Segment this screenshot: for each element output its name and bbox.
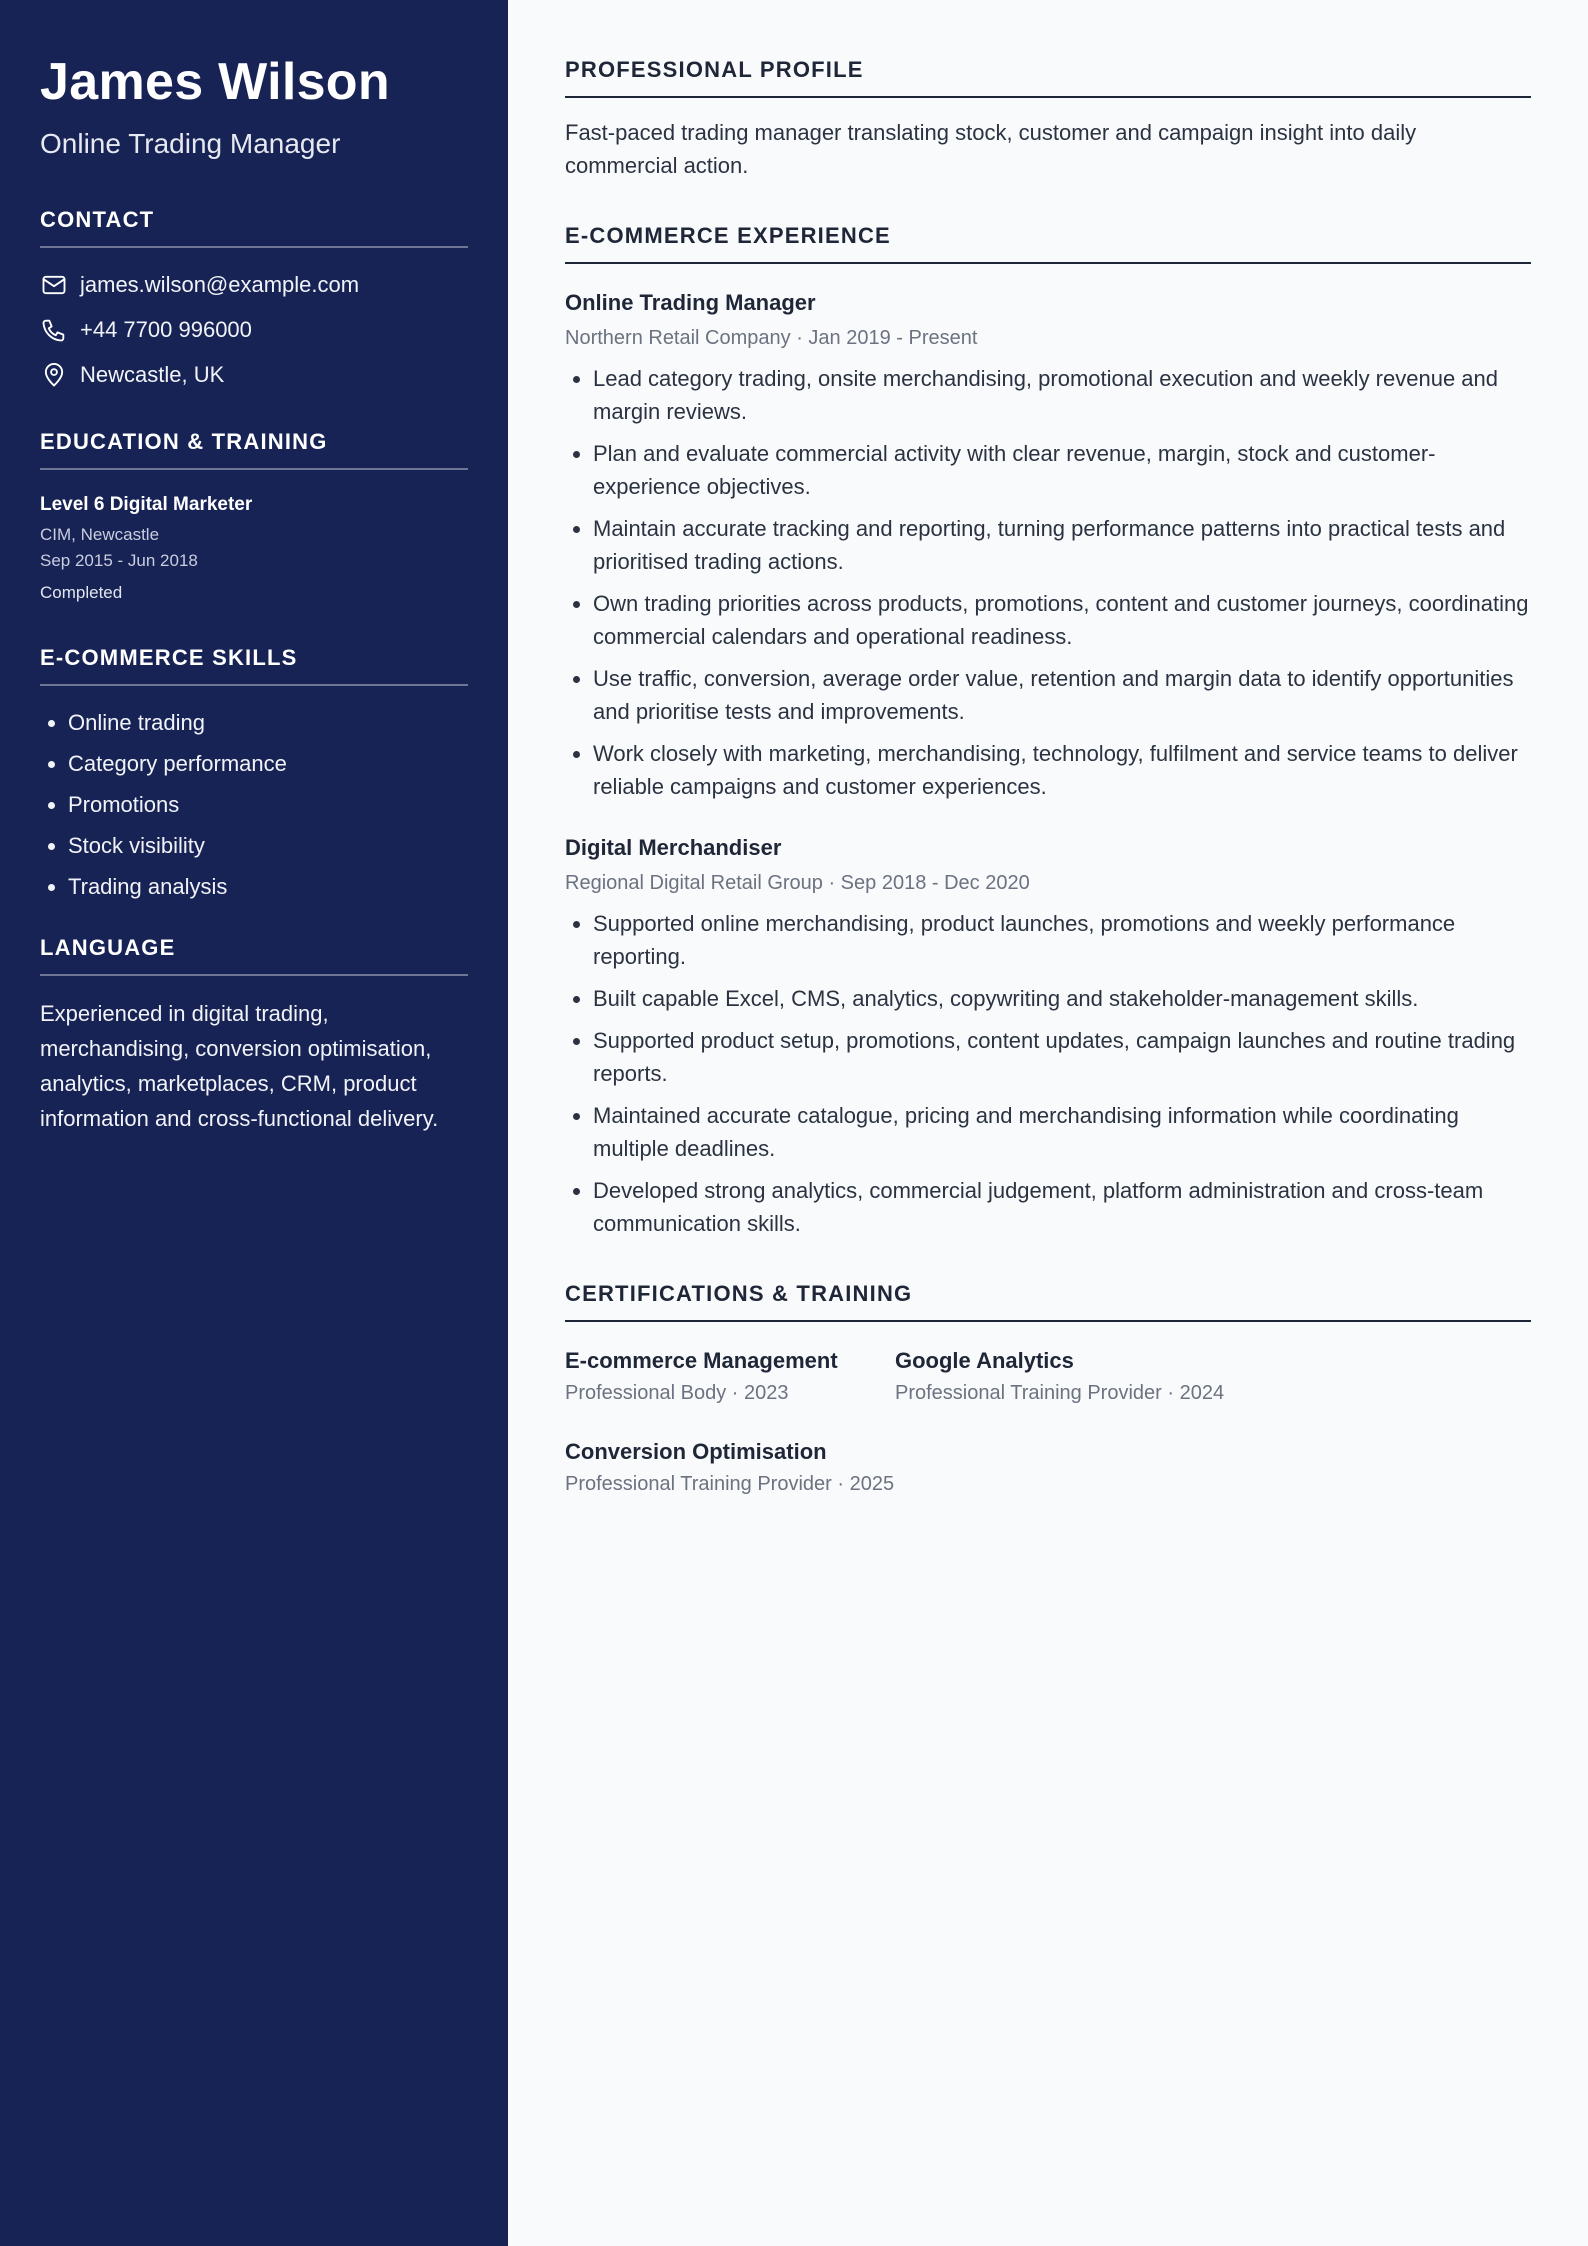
phone-text[interactable]: +44 7700 996000 xyxy=(80,317,252,342)
education-institution: CIM, Newcastle xyxy=(40,525,160,544)
contact-email xyxy=(40,270,468,300)
contact-location xyxy=(40,360,468,390)
job-bullet: • Own trading priorities across products, promotions, content and customer journeys, coordinating commercial calendars and operational readiness. xyxy=(593,587,1531,653)
language-section xyxy=(40,934,468,1136)
education-section xyxy=(40,428,468,606)
language-text: Experienced in digital trading, merchandising, conversion optimisation, analytics, marketplaces, CRM, product information and cross-functional delivery. xyxy=(40,1001,439,1131)
phone-icon xyxy=(40,316,68,344)
job-bullet: • Use traffic, conversion, average order value, retention and margin data to identify opportunities and prioritise tests and improvements. xyxy=(593,662,1531,728)
mail-icon xyxy=(40,271,68,299)
certifications-grid xyxy=(565,1346,1531,1498)
job-bullet: • Supported product setup, promotions, content updates, campaign launches and routine trading reports. xyxy=(593,1024,1531,1090)
job-bullet: • Lead category trading, onsite merchandising, promotional execution and weekly revenue and margin reviews. xyxy=(593,362,1531,428)
job-bullet: • Plan and evaluate commercial activity with clear revenue, margin, stock and customer-experience objectives. xyxy=(593,437,1531,503)
person-name: James Wilson xyxy=(40,53,390,111)
job-bullets xyxy=(565,362,1531,803)
certification-meta: Professional Training Provider · 2024 xyxy=(895,1382,1225,1404)
job-entry xyxy=(565,833,1531,1240)
skill-item: • Stock visibility xyxy=(68,831,468,861)
certification-name: Google Analytics xyxy=(895,1348,1074,1373)
certification-meta: Professional Training Provider · 2025 xyxy=(565,1473,895,1495)
job-title: Digital Merchandiser xyxy=(565,835,782,860)
skills-heading: E-COMMERCE SKILLS xyxy=(40,644,468,686)
contact-heading: CONTACT xyxy=(40,206,468,248)
contact-section xyxy=(40,206,468,390)
certification-name: Conversion Optimisation xyxy=(565,1439,827,1464)
skills-list xyxy=(40,708,468,902)
profile-text: Fast-paced trading manager translating stock, customer and campaign insight into daily commercial action. xyxy=(565,120,1417,178)
skill-item: • Category performance xyxy=(68,749,468,779)
education-title: Level 6 Digital Marketer xyxy=(40,494,253,515)
job-bullet: • Maintain accurate tracking and reporting, turning performance patterns into practical tests and prioritised trading actions. xyxy=(593,512,1531,578)
certification-meta: Professional Body · 2023 xyxy=(565,1382,789,1404)
education-dates: Sep 2015 - Jun 2018 xyxy=(40,551,198,570)
main-content xyxy=(508,0,1588,2246)
sidebar xyxy=(0,0,508,2246)
job-bullet: • Supported online merchandising, product launches, promotions and weekly performance reporting. xyxy=(593,907,1531,973)
education-status: Completed xyxy=(40,583,123,602)
skill-item: • Promotions xyxy=(68,790,468,820)
skill-item: • Online trading xyxy=(68,708,468,738)
job-bullets xyxy=(565,907,1531,1240)
job-title: Online Trading Manager xyxy=(565,290,816,315)
job-bullet: • Work closely with marketing, merchandising, technology, fulfilment and service teams to deliver reliable campaigns and customer experiences. xyxy=(593,737,1531,803)
experience-heading: E-COMMERCE EXPERIENCE xyxy=(565,222,1531,264)
certification-name: E-commerce Management xyxy=(565,1348,838,1373)
experience-section xyxy=(565,222,1531,1240)
language-heading: LANGUAGE xyxy=(40,934,468,976)
email-text[interactable]: james.wilson@example.com xyxy=(80,272,360,297)
profile-heading: PROFESSIONAL PROFILE xyxy=(565,56,1531,98)
education-heading: EDUCATION & TRAINING xyxy=(40,428,468,470)
contact-phone xyxy=(40,315,468,345)
certification-item xyxy=(895,1346,1225,1407)
job-bullet: • Developed strong analytics, commercial judgement, platform administration and cross-team communication skills. xyxy=(593,1174,1531,1240)
map-pin-icon xyxy=(40,361,68,389)
certification-item xyxy=(565,1346,895,1407)
job-entry xyxy=(565,288,1531,803)
location-text: Newcastle, UK xyxy=(80,362,225,387)
skill-item: • Trading analysis xyxy=(68,872,468,902)
job-meta: Regional Digital Retail Group · Sep 2018 - Dec 2020 xyxy=(565,872,1030,894)
certification-item xyxy=(565,1437,895,1498)
contact-list xyxy=(40,270,468,390)
person-title: Online Trading Manager xyxy=(40,128,341,159)
skills-section xyxy=(40,644,468,902)
certifications-heading: CERTIFICATIONS & TRAINING xyxy=(565,1280,1531,1322)
certifications-section xyxy=(565,1280,1531,1498)
profile-section xyxy=(565,56,1531,182)
job-meta: Northern Retail Company · Jan 2019 - Present xyxy=(565,327,978,349)
job-bullet: • Maintained accurate catalogue, pricing and merchandising information while coordinating multiple deadlines. xyxy=(593,1099,1531,1165)
job-bullet: • Built capable Excel, CMS, analytics, copywriting and stakeholder-management skills. xyxy=(593,982,1531,1015)
